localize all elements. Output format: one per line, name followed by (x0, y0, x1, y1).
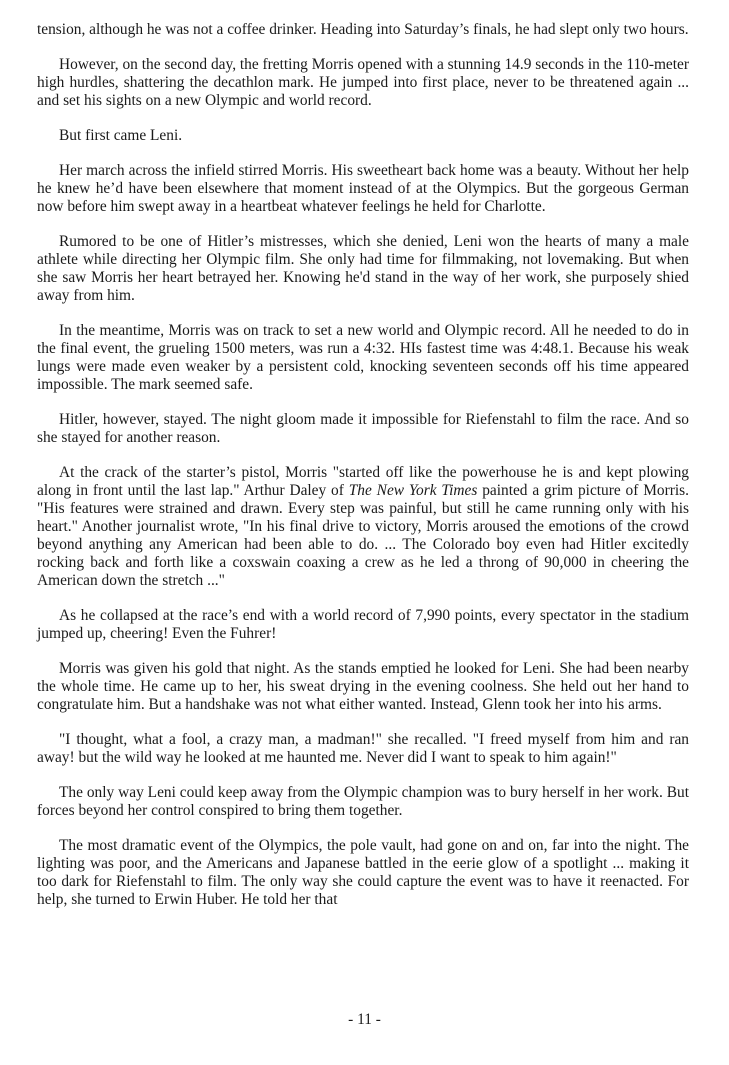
paragraph-4: Her march across the infield stirred Morris. His sweetheart back home was a beauty. Without her help he knew he’d have been elsewhere that moment instead of at the Olympics. But the gorgeous German now before him swept away in a heartbeat whatever feelings he held for Charlotte. (37, 162, 689, 216)
paragraph-8 (37, 464, 689, 589)
paragraph-8-text-end: painted a grim picture of Morris. "His features were strained and drawn. Every step was painful, but still he came running only with his heart." Another journalist wrote, "In his final drive to victory, Morris aroused the emotions of the crowd beyond anything any American had been able to do. ... The Colorado boy even had Hitler excitedly rocking back and forth like a coxswain coaxing a crew as he led a throng of 90,000 in cheering the American down the stretch ..." (37, 482, 689, 589)
paragraph-8-text-start: At the crack of the starter’s pistol, Morris "started off like the powerhouse he is and kept plowing along in front until the last lap." Arthur Daley of (37, 464, 689, 500)
paragraph-3: But first came Leni. (59, 127, 183, 145)
paragraph-5: Rumored to be one of Hitler’s mistresses, which she denied, Leni won the hearts of many a male athlete while directing her Olympic film. She only had time for filmmaking, not lovemaking. But when she saw Morris her heart betrayed her. Knowing he'd stand in the way of her work, she purposely shied away from him. (37, 233, 689, 305)
paragraph-2: However, on the second day, the fretting Morris opened with a stunning 14.9 seconds in the 110-meter high hurdles, shattering the decathlon mark. He jumped into first place, never to be threatened again ... and set his sights on a new Olympic and world record. (37, 56, 689, 110)
paragraph-12: The only way Leni could keep away from the Olympic champion was to bury herself in her work. But forces beyond her control conspired to bring them together. (37, 784, 689, 820)
paragraph-13: The most dramatic event of the Olympics, the pole vault, had gone on and on, far into the night. The lighting was poor, and the Americans and Japanese battled in the eerie glow of a spotlight ... making it too dark for Riefenstahl to film. The only way she could capture the event was to have it reenacted. For help, she turned to Erwin Huber. He told her that (37, 837, 689, 909)
paragraph-9: As he collapsed at the race’s end with a world record of 7,990 points, every spectator in the stadium jumped up, cheering! Even the Fuhrer! (37, 607, 689, 642)
page-number: - 11 - (348, 1011, 381, 1028)
paragraph-10: Morris was given his gold that night. As the stands emptied he looked for Leni. She had been nearby the whole time. He came up to her, his sweat drying in the evening coolness. She held out her hand to congratulate him. But a handshake was not what either wanted. Instead, Glenn took her into his arms. (37, 660, 689, 713)
paragraph-6: In the meantime, Morris was on track to set a new world and Olympic record. All he needed to do in the final event, the grueling 1500 meters, was run a 4:32. HIs fastest time was 4:48.1. Because his weak lungs were made even weaker by a persistent cold, knocking seventeen seconds off his time appeared impossible. The mark seemed safe. (37, 322, 689, 394)
paragraph-11: "I thought, what a fool, a crazy man, a madman!" she recalled. "I freed myself from him and ran away! but the wild way he looked at me haunted me. Never did I want to speak to him again!" (37, 731, 689, 767)
newspaper-title: The New York Times (348, 482, 478, 500)
paragraph-7: Hitler, however, stayed. The night gloom made it impossible for Riefenstahl to film the race. And so she stayed for another reason. (37, 411, 689, 447)
paragraph-1: tension, although he was not a coffee drinker. Heading into Saturday’s finals, he had slept only two hours. (37, 21, 689, 38)
document-page (37, 21, 689, 926)
